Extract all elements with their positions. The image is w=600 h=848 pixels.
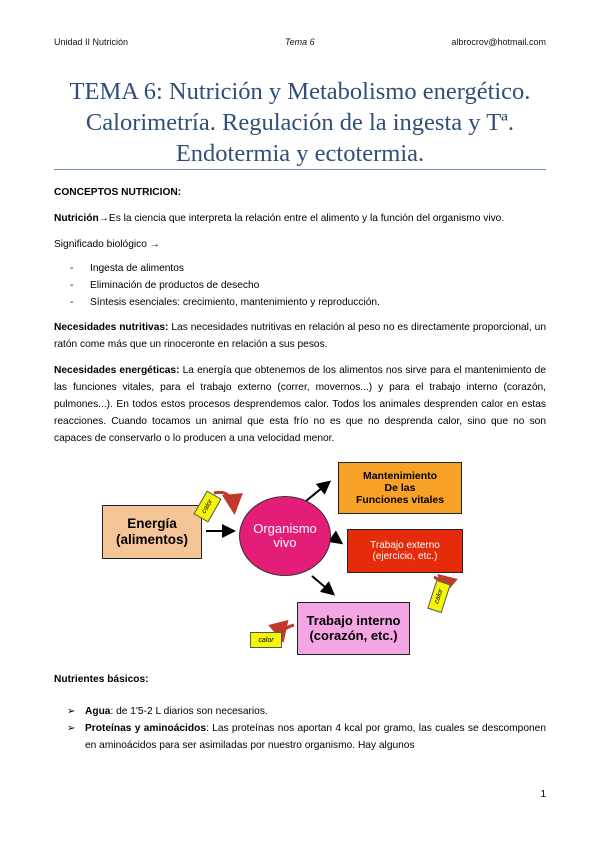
necesidades-energeticas-label: Necesidades energéticas:: [54, 365, 180, 376]
mantenimiento-box: [338, 462, 462, 514]
mantenimiento-line-3: Funciones vitales: [355, 494, 445, 507]
arrow-bullet-icon: ➢: [67, 723, 76, 734]
nutricion-arrow: →: [98, 213, 109, 224]
nutriente-text: : de 1'5-2 L diarios son necesarios.: [110, 706, 268, 717]
page-header: [54, 37, 546, 51]
significado-list: [70, 260, 546, 311]
conceptos-heading: CONCEPTOS NUTRICION:: [54, 187, 182, 198]
energia-line-1: Energía: [127, 516, 177, 532]
trabajo-externo-line-1: Trabajo externo: [370, 539, 440, 551]
organismo-circle: [239, 496, 331, 576]
nutrientes-heading: Nutrientes básicos:: [54, 674, 149, 685]
arrow-to-mantenimiento: [306, 483, 328, 501]
energia-box: [102, 505, 202, 559]
page-number: 1: [540, 789, 546, 800]
calor-tag: calor: [250, 632, 282, 648]
list-item: - Síntesis esenciales: crecimiento, mantenimiento y reproducción.: [70, 294, 546, 311]
trabajo-interno-box: [297, 602, 410, 655]
necesidades-energeticas-text: La energía que obtenemos de los alimentos nos sirve para el mantenimiento de las funciones vitales, para el trabajo externo (correr, movernos...) y para el trabajo interno (corazón, pulmones...). En todos estos procesos desprendemos calor. Todos los animales desprenden calor en estas reacciones. Cuando tocamos un animal que esta frío no es que no desprenda calor, sino que no son capaces de conservarlo o lo producen a una velocidad menor.: [54, 365, 546, 444]
nutriente-text: : Las proteínas nos aportan 4 kcal por gramo, las cuales se descomponen en aminoácidos para ser asimiladas por nuestro organismo. Hay algunos: [85, 723, 546, 751]
list-item: [67, 703, 546, 720]
significado-label: Significado biológico: [54, 239, 147, 250]
arrow-to-trabajo-externo: [333, 537, 340, 542]
organismo-line-1: Organismo: [253, 520, 317, 536]
mantenimiento-line-1: Mantenimiento: [362, 469, 438, 482]
header-topic: Tema 6: [285, 37, 315, 47]
header-email: albrocrov@hotmail.com: [451, 37, 546, 47]
calor-tag: calor: [427, 580, 451, 613]
nutricion-label: Nutrición: [54, 213, 99, 224]
energy-diagram: [54, 459, 546, 671]
nutricion-text: Es la ciencia que interpreta la relación entre el alimento y la función del organismo vivo.: [108, 213, 505, 224]
trabajo-externo-box: [347, 529, 463, 573]
title-divider: [54, 169, 546, 170]
arrow-to-trabajo-interno: [312, 576, 332, 593]
necesidades-nutritivas-text: Las necesidades nutritivas en relación al peso no es directamente proporcional, un ratón come más que un rinoceronte en relación a sus pesos.: [54, 322, 546, 350]
calor-curve-3: [282, 625, 294, 637]
arrow-bullet-icon: ➢: [67, 706, 76, 717]
trabajo-externo-line-2: (ejercicio, etc.): [372, 551, 438, 562]
nutricion-paragraph: [54, 210, 546, 227]
header-unit: Unidad II Nutrición: [54, 37, 129, 47]
list-item: [67, 720, 546, 754]
document-title: TEMA 6: Nutrición y Metabolismo energético. Calorimetría. Regulación de la ingesta y Tª. Endotermia y ectotermia.: [69, 78, 531, 167]
significado-paragraph: [54, 236, 546, 253]
list-item: - Eliminación de productos de desecho: [70, 277, 546, 294]
trabajo-interno-line-2: (corazón, etc.): [309, 627, 398, 643]
necesidades-nutritivas-label: Necesidades nutritivas:: [54, 322, 169, 333]
energia-line-2: (alimentos): [115, 532, 188, 547]
mantenimiento-line-2: De las: [384, 481, 416, 494]
list-item: - Ingesta de alimentos: [70, 260, 546, 277]
nutriente-label: Proteínas y aminoácidos: [85, 723, 207, 734]
nutrientes-list: [67, 703, 546, 754]
organismo-line-2: vivo: [273, 535, 297, 550]
calor-tag: calor: [193, 491, 221, 523]
document-body: [54, 184, 546, 754]
necesidades-energeticas-paragraph: [54, 362, 546, 447]
trabajo-interno-line-1: Trabajo interno: [306, 612, 401, 628]
necesidades-nutritivas-paragraph: [54, 319, 546, 353]
significado-arrow: →: [149, 239, 160, 250]
nutriente-label: Agua: [85, 706, 111, 717]
